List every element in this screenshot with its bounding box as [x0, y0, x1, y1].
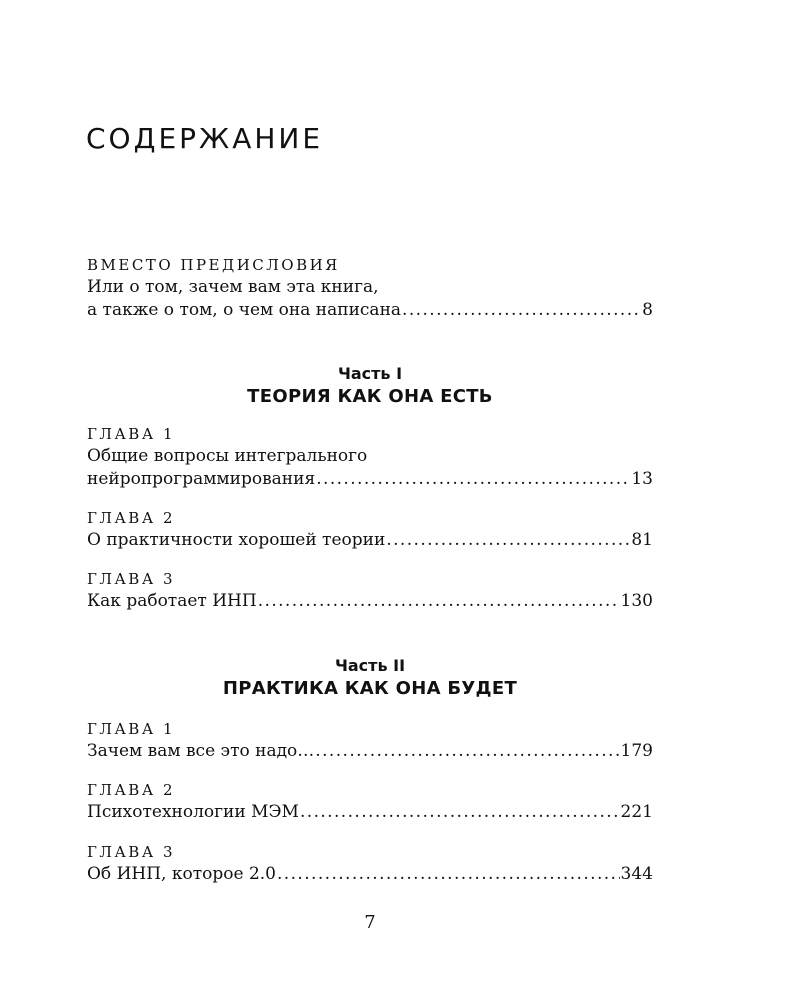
entry-title-text: О практичности хорошей теории [87, 530, 386, 550]
entry-label: ГЛАВА 3 [87, 843, 176, 861]
page-title: СОДЕРЖАНИЕ [86, 122, 324, 155]
page-number: 13 [631, 469, 653, 489]
entry-label: ГЛАВА 2 [87, 509, 176, 527]
entry-title-text: Зачем вам все это надо… [87, 741, 315, 761]
entry-title-line: Общие вопросы интегрального [87, 446, 368, 466]
entry-label: ГЛАВА 3 [87, 570, 176, 588]
entry-title-line [87, 468, 653, 491]
part-heading-2 [0, 655, 740, 701]
page-number: 179 [620, 741, 653, 761]
part-number: Часть I [337, 364, 403, 383]
folio-page-number: 7 [364, 912, 376, 933]
toc-entry-preface[interactable] [87, 254, 653, 322]
entry-title-text: Как работает ИНП [87, 591, 257, 611]
part-title: ПРАКТИКА КАК ОНА БУДЕТ [222, 678, 518, 699]
entry-label: ВМЕСТО ПРЕДИСЛОВИЯ [87, 256, 340, 274]
page-number: 344 [620, 864, 653, 884]
dot-leader [277, 863, 620, 886]
part-number: Часть II [334, 656, 406, 675]
dot-leader [386, 529, 630, 552]
dot-leader [300, 801, 620, 824]
entry-title-text: нейропрограммирования [87, 469, 316, 489]
entry-title-text: Об ИНП, которое 2.0 [87, 864, 276, 884]
entry-title-line [87, 801, 653, 824]
part-heading-1 [0, 363, 740, 409]
dot-leader [258, 590, 620, 613]
toc-entry-part1-chapter1[interactable] [87, 423, 653, 491]
toc-entry-part2-chapter1[interactable] [87, 718, 653, 763]
entry-title-line [87, 863, 653, 886]
dot-leader [402, 299, 641, 322]
entry-title-text: а также о том, о чем она написана [87, 300, 402, 320]
part-title: ТЕОРИЯ КАК ОНА ЕСТЬ [247, 386, 493, 407]
toc-entry-part1-chapter3[interactable] [87, 568, 653, 613]
entry-title-line [87, 740, 653, 763]
page-number: 81 [631, 530, 653, 550]
toc-entry-part2-chapter3[interactable] [87, 841, 653, 886]
dot-leader [316, 468, 630, 491]
entry-title-line [87, 299, 653, 322]
entry-label: ГЛАВА 1 [87, 425, 176, 443]
entry-title-text: Психотехнологии МЭМ [87, 802, 299, 822]
dot-leader [315, 740, 619, 763]
entry-label: ГЛАВА 1 [87, 720, 176, 738]
toc-entry-part1-chapter2[interactable] [87, 507, 653, 552]
entry-title-line [87, 529, 653, 552]
entry-title-line: Или о том, зачем вам эта книга, [87, 277, 379, 297]
page-number: 130 [620, 591, 653, 611]
entry-title-line [87, 590, 653, 613]
toc-entry-part2-chapter2[interactable] [87, 779, 653, 824]
page-number: 221 [620, 802, 653, 822]
page-number: 8 [642, 300, 653, 320]
entry-label: ГЛАВА 2 [87, 781, 176, 799]
